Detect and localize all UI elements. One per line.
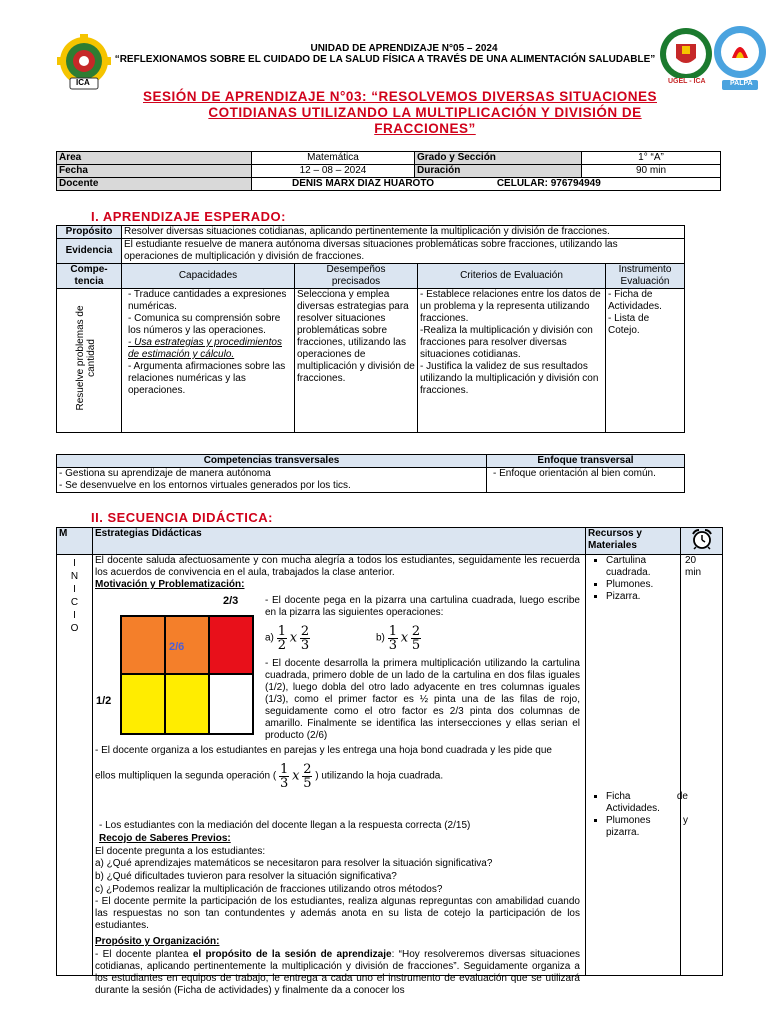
times-sign: x xyxy=(400,630,409,646)
operation-a xyxy=(265,625,310,652)
transversal-items xyxy=(57,468,487,493)
evidencia-text1: El estudiante resuelve de manera autónoma diversas situaciones problemáticas sobre fracciones, utilizando las xyxy=(124,239,618,250)
col-instrumento xyxy=(606,264,685,289)
recurso-item: ▪ Cartulina cuadrada. xyxy=(606,555,692,579)
p4b xyxy=(95,763,443,790)
instrumento-cell xyxy=(606,289,685,433)
fecha-label: Fecha xyxy=(57,165,252,178)
p1: El docente saluda afectuosamente y con mucha alegría a todos los estudiantes, seguidamente les recuerda los acuerdos de convivencia en el aula, trabajados la clase anterior. xyxy=(95,555,580,578)
p8-post: : “Hoy resolveremos diversas situaciones cotidianas, aplicando pertinentemente la multiplicación y división de fracciones”. Seguidamente organiza a los estudiantes en equipos de trabajo, le entrega a cada uno el instrumento de evaluación que se utilizará durante la sesión (Ficha de actividades) y finalmente da a conocer los xyxy=(95,949,581,996)
denominator: 5 xyxy=(303,776,312,791)
transversal-table xyxy=(56,454,685,493)
celular: CELULAR: 976794949 xyxy=(496,178,601,189)
p5: - Los estudiantes con la mediación del docente llegan a la respuesta correcta (2/15) xyxy=(99,820,471,831)
p4b-pre: ellos multipliquen la segunda operación ( xyxy=(95,770,277,782)
transversal-item-1: - Gestiona su aprendizaje de manera autónoma xyxy=(59,468,271,479)
session-title-line2: COTIDIANAS UTILIZANDO LA MULTIPLICACIÓN Y DIVISIÓN DE xyxy=(208,105,642,120)
moment-letter: I xyxy=(73,558,76,569)
grid-left-label: 1/2 xyxy=(96,695,112,707)
criterios-cell xyxy=(418,289,606,433)
docente-value-cell xyxy=(252,178,721,191)
denominator: 2 xyxy=(277,638,286,653)
fraction xyxy=(302,763,312,790)
recurso-item: ▪ Plumones y pizarra. xyxy=(606,815,688,839)
col-tiempo xyxy=(681,528,723,555)
denominator: 3 xyxy=(280,776,289,791)
col-recursos-l1: Recursos y xyxy=(588,528,642,539)
col-desempenos-l2: precisados xyxy=(331,276,381,287)
grid-top-label: 2/3 xyxy=(223,595,239,607)
logo-far-right-text: PALPA xyxy=(730,80,753,87)
recursos-list-1 xyxy=(586,555,692,603)
col-competencia xyxy=(57,264,122,289)
cap-3: - Usa estrategias y procedimientos de estimación y cálculo. xyxy=(128,337,282,360)
fraction xyxy=(300,625,310,652)
fraction xyxy=(277,625,287,652)
fraction-grid xyxy=(121,616,255,736)
moment-letter: I xyxy=(73,610,76,621)
denominator: 3 xyxy=(388,638,397,653)
col-criterios: Criterios de Evaluación xyxy=(418,264,606,289)
col-enfoque-transversal: Enfoque transversal xyxy=(487,455,685,468)
capacidades-cell xyxy=(122,289,295,433)
docente-label: Docente xyxy=(57,178,252,191)
info-table xyxy=(56,151,721,191)
estrategias-cell xyxy=(93,555,586,996)
p4: - El docente organiza a los estudiantes en parejas y les entrega una hoja bond cuadrada y les pide que xyxy=(95,745,552,756)
fraction xyxy=(279,763,289,790)
col-desempenos-l1: Desempeños xyxy=(326,264,386,275)
crit-3: - Justifica la validez de sus resultados utilizando la multiplicación y división con fracciones. xyxy=(420,361,599,396)
recojo-heading: Recojo de Saberes Previos: xyxy=(99,833,231,844)
evidencia-label: Evidencia xyxy=(57,239,122,264)
unit-theme: “REFLEXIONAMOS SOBRE EL CUIDADO DE LA SALUD FÍSICA A TRAVÉS DE UNA ALIMENTACIÓN SALUDABLE” xyxy=(114,54,656,65)
times-sign: x xyxy=(292,768,300,784)
col-competencia-l2: tencia xyxy=(74,276,104,287)
fraction xyxy=(388,625,398,652)
op-a-label: a) xyxy=(265,632,274,644)
cap-1: - Traduce cantidades a expresiones numéricas. xyxy=(128,289,287,312)
col-capacidades: Capacidades xyxy=(122,264,295,289)
p2: - El docente pega en la pizarra una cartulina cuadrada, luego escribe en la pizarra las siguientes operaciones: xyxy=(265,595,580,618)
p4b-post: ) utilizando la hoja cuadrada. xyxy=(315,770,444,782)
section1-heading: I. APRENDIZAJE ESPERADO: xyxy=(91,209,286,224)
evidencia-cell xyxy=(122,239,685,264)
session-title-line1: SESIÓN DE APRENDIZAJE N°03: “RESOLVEMOS DIVERSAS SITUACIONES xyxy=(143,89,657,104)
denominator: 3 xyxy=(300,638,310,653)
cap-4: - Argumenta afirmaciones sobre las relaciones numéricas y las operaciones. xyxy=(128,361,286,396)
tiempo-cell xyxy=(681,555,723,976)
proposito-heading: Propósito y Organización: xyxy=(95,936,220,947)
aprendizaje-table xyxy=(56,225,685,433)
col-instrumento-l1: Instrumento xyxy=(618,264,672,275)
competencia-text: Resuelve problemas de cantidad xyxy=(75,305,97,411)
numerator: 1 xyxy=(388,624,397,639)
duracion-value: 90 min xyxy=(582,165,721,178)
fecha-value: 12 – 08 – 2024 xyxy=(252,165,415,178)
unit-title: UNIDAD DE APRENDIZAJE N°05 – 2024 xyxy=(310,43,498,54)
moment-letter: I xyxy=(73,584,76,595)
logo-left xyxy=(56,34,112,92)
operation-b xyxy=(376,625,421,652)
instr-2: - Lista de Cotejo. xyxy=(608,313,650,336)
time-value: 20 xyxy=(685,555,697,566)
recursos-list-2 xyxy=(586,791,688,839)
p3: - El docente desarrolla la primera multiplicación utilizando la cartulina cuadrada, primero doble de un lado de la cartulina en dos filas iguales (1/2), luego dobla del otro lado adyacente en tres columnas iguales (1/3), como el primer factor es ½ pinta una de las filas de rojo, seguidamente como el otro factor es 2/3 pinta dos columnas de amarillo. Finalmente se identifica las intersecciones y ellas serian el producto (2/6) xyxy=(265,658,580,741)
evidencia-text2: operaciones de multiplicación y división de fracciones. xyxy=(124,251,365,262)
times-sign: x xyxy=(289,630,298,646)
instr-1: - Ficha de Actividades. xyxy=(608,289,662,312)
cap-2: - Comunica su comprensión sobre los números y las operaciones. xyxy=(128,313,281,336)
moment-cell xyxy=(57,555,93,976)
grid-cell-label: 2/6 xyxy=(169,641,185,653)
p8-bold: el propósito de la sesión de aprendizaje xyxy=(192,949,392,960)
numerator: 1 xyxy=(277,624,286,639)
question-c: c) ¿Podemos realizar la multiplicación de fracciones utilizando otros métodos? xyxy=(95,884,443,895)
logo-left-text: ICA xyxy=(76,78,90,87)
col-estrategias: Estrategias Didácticas xyxy=(93,528,586,555)
time-unit: min xyxy=(685,567,702,578)
col-instrumento-l2: Evaluación xyxy=(620,276,670,287)
col-competencias-transversales: Competencias transversales xyxy=(57,455,487,468)
enfoque-text: - Enfoque orientación al bien común. xyxy=(487,468,685,493)
logo-far-right xyxy=(710,20,768,92)
competencia-cell xyxy=(57,289,122,433)
grado-value: 1° “A” xyxy=(582,152,721,165)
col-m: M xyxy=(57,528,93,555)
proposito-label: Propósito xyxy=(57,226,122,239)
p8-pre: - El docente plantea xyxy=(95,949,193,960)
grado-label: Grado y Sección xyxy=(415,152,582,165)
p7: - El docente permite la participación de los estudiantes, realiza algunas repreguntas con amabilidad cuando las respuestas no son tan contundentes y además anota en su lista de cotejo la participación de los estudiantes. xyxy=(95,896,580,931)
recursos-cell xyxy=(586,555,688,976)
fraction xyxy=(411,625,421,652)
moment-letter: O xyxy=(70,623,79,634)
grid-cell-yellow xyxy=(165,674,209,734)
p6: El docente pregunta a los estudiantes: xyxy=(95,846,266,857)
logo-right xyxy=(658,26,714,90)
col-competencia-l1: Compe- xyxy=(70,264,108,275)
question-b: b) ¿Qué dificultades tuvieron para resolver la situación significativa? xyxy=(95,871,397,882)
docente-value: DENIS MARX DIAZ HUAROTO xyxy=(292,178,435,189)
p8 xyxy=(95,949,581,996)
op-b-label: b) xyxy=(376,632,385,644)
grid-cell-orange xyxy=(121,616,165,674)
numerator: 2 xyxy=(303,762,312,777)
desempeno-cell: Selecciona y emplea diversas estrategias para resolver situaciones problemáticas sobre fracciones, utilizando las operaciones de multiplicación y división de fracciones. xyxy=(295,289,418,433)
col-desempenos xyxy=(295,264,418,289)
grid-cell-white xyxy=(209,674,253,734)
session-title-line3: FRACCIONES” xyxy=(374,121,476,136)
denominator: 5 xyxy=(411,638,421,653)
question-a: a) ¿Qué aprendizajes matemáticos se necesitaron para resolver la situación significativa? xyxy=(95,858,493,869)
duracion-label: Duración xyxy=(415,165,582,178)
numerator: 2 xyxy=(300,624,310,639)
numerator: 1 xyxy=(280,762,289,777)
area-label: Área xyxy=(57,152,252,165)
col-recursos xyxy=(586,528,681,555)
secuencia-table xyxy=(56,527,723,996)
transversal-item-2: - Se desenvuelve en los entornos virtuales generados por los tics. xyxy=(59,480,351,491)
numerator: 2 xyxy=(411,624,421,639)
alarm-clock-icon xyxy=(691,528,713,550)
recurso-item: ▪ Plumones. xyxy=(606,579,692,591)
section2-heading: II. SECUENCIA DIDÁCTICA: xyxy=(91,510,273,525)
logo-right-text: UGEL - ICA xyxy=(668,78,706,85)
crit-2: -Realiza la multiplicación y división con fracciones para resolver diversas situaciones cotidianas. xyxy=(420,325,593,360)
col-recursos-l2: Materiales xyxy=(588,540,637,551)
motivacion-heading: Motivación y Problematización: xyxy=(95,579,245,590)
area-value: Matemática xyxy=(252,152,415,165)
recurso-item: ▪ Pizarra. xyxy=(606,591,692,603)
grid-cell-yellow xyxy=(121,674,165,734)
recurso-item: ▪ Ficha de Actividades. xyxy=(606,791,688,815)
moment-letter: N xyxy=(70,571,79,582)
grid-cell-red xyxy=(209,616,253,674)
crit-1: - Establece relaciones entre los datos de un problema y la representa utilizando fracciones. xyxy=(420,289,601,324)
moment-letter: C xyxy=(70,597,79,608)
proposito-text: Resolver diversas situaciones cotidianas, aplicando pertinentemente la multiplicación y división de fracciones. xyxy=(122,226,685,239)
